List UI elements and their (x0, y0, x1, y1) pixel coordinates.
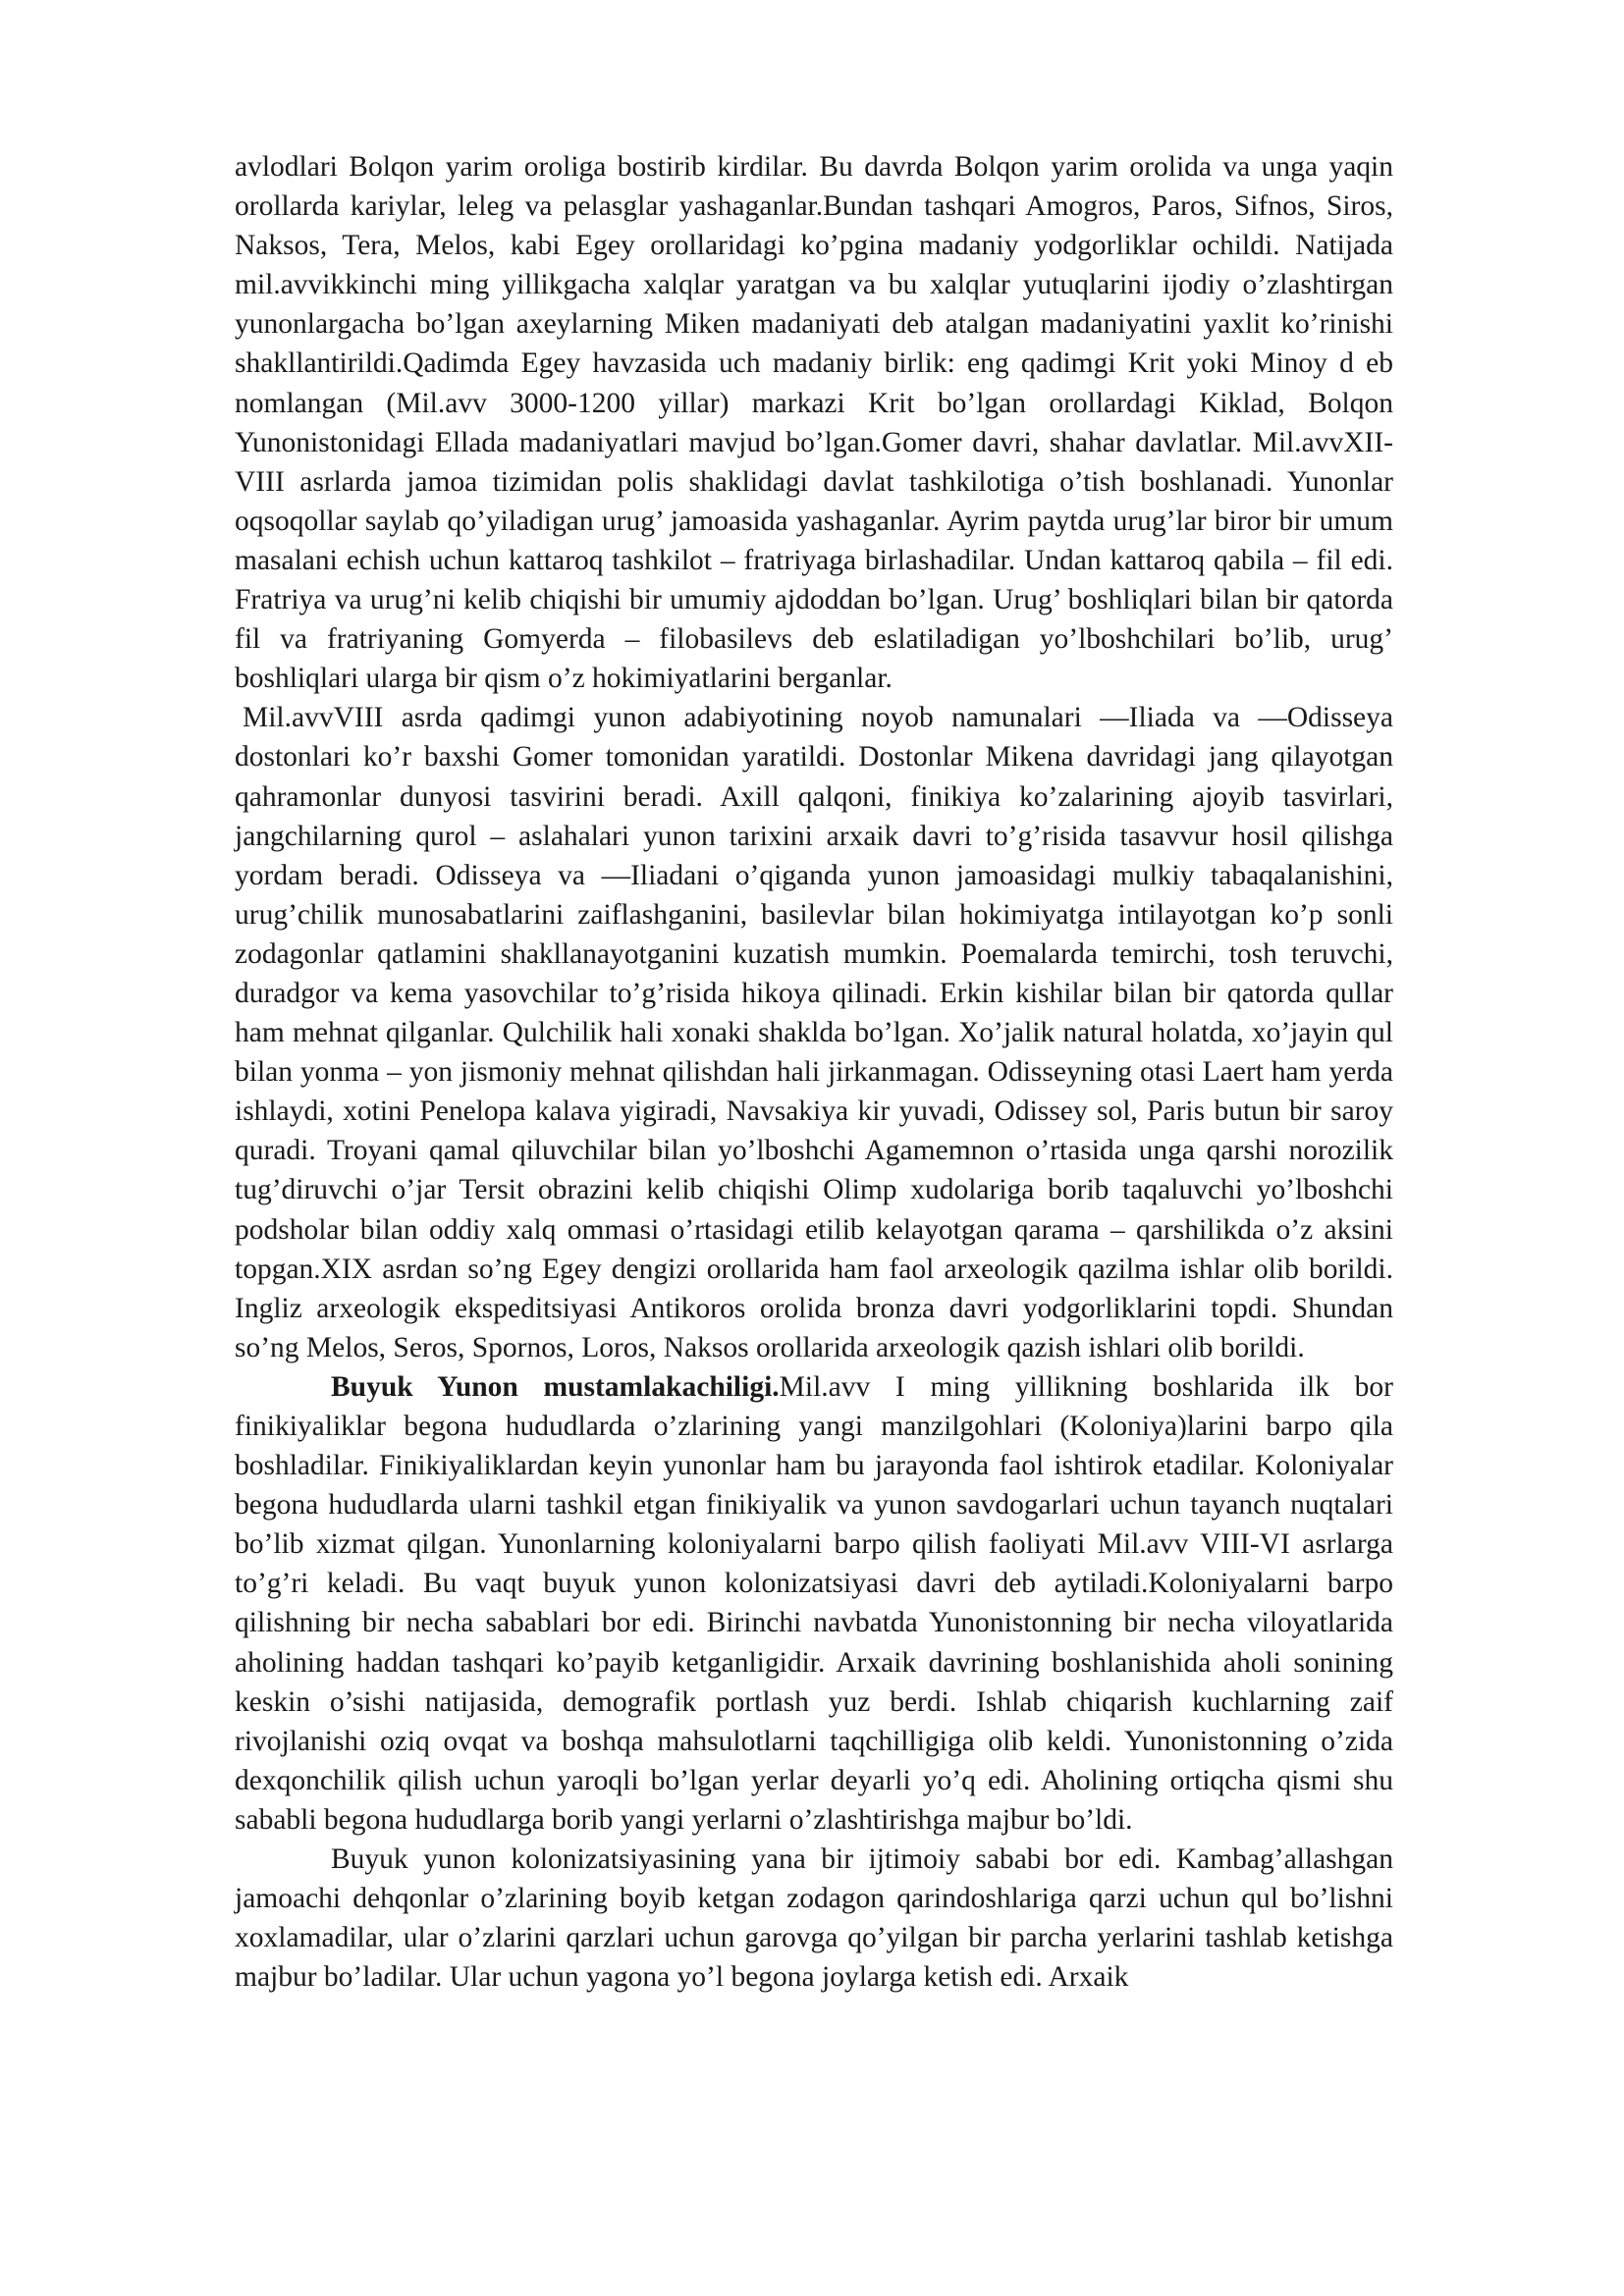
section-heading: Buyuk Yunon mustamlakachiligi. (331, 1370, 780, 1403)
paragraph-3 (235, 1367, 1393, 1840)
paragraph-4: Buyuk yunon kolonizatsiyasining yana bir ijtimoiy sababi bor edi. Kambag’allashgan jamoachi dehqonlar o’zlarining boyib ketgan zodagon qarindoshlariga qarzi uchun qul bo’lishni xoxlamadilar, ular o’zlarini qarzlari uchun garovga qo’yilgan bir parcha yerlarini tashlab ketishga majbur bo’ladilar. Ular uchun yagona yo’l begona joylarga ketish edi. Arxaik (235, 1843, 1393, 1994)
document-body (235, 147, 1393, 1997)
paragraph-1: avlodlari Bolqon yarim oroliga bostirib kirdilar. Bu davrda Bolqon yarim orolida va unga yaqin orollarda kariylar, leleg va pelasglar yashaganlar.Bundan tashqari Amogros, Paros, Sifnos, Siros, Naksos, Tera, Melos, kabi Egey orollaridagi ko’pgina madaniy yodgorliklar ochildi. Natijada mil.avvikkinchi ming yillikgacha xalqlar yaratgan va bu xalqlar yutuqlarini ijodiy o’zlashtirgan yunonlargacha bo’lgan axeylarning Miken madaniyati deb atalgan madaniyatini yaxlit ko’rinishi shakllantirildi.Qadimda Egey havzasida uch madaniy birlik: eng qadimgi Krit yoki Minoy d eb nomlangan (Mil.avv 3000-1200 yillar) markazi Krit bo’lgan orollardagi Kiklad, Bolqon Yunonistonidagi Ellada madaniyatlari mavjud bo’lgan.Gomer davri, shahar davlatlar. Mil.avvXII-VIII asrlarda jamoa tizimidan polis shaklidagi davlat tashkilotiga o’tish boshlanadi. Yunonlar oqsoqollar saylab qo’yiladigan urug’ jamoasida yashaganlar. Ayrim paytda urug’lar biror bir umum masalani echish uchun kattaroq tashkilot – fratriyaga birlashadilar. Undan kattaroq qabila – fil edi. Fratriya va urug’ni kelib chiqishi bir umumiy ajdoddan bo’lgan. Urug’ boshliqlari bilan bir qatorda fil va fratriyaning Gomyerda – filobasilevs deb eslatiladigan yo’lboshchilari bo’lib, urug’ boshliqlari ularga bir qism o’z hokimiyatlarini berganlar. (235, 151, 1393, 695)
paragraph-3-text: Mil.avv I ming yillikning boshlarida ilk bor finikiyaliklar begona hududlarda o’zlarining yangi manzilgohlari (Koloniya)larini barpo qila boshladilar. Finikiyaliklardan keyin yunonlar ham bu jarayonda faol ishtirok etadilar. Koloniyalar begona hududlarda ularni tashkil etgan finikiyalik va yunon savdogarlari uchun tayanch nuqtalari bo’lib xizmat qilgan. Yunonlarning koloniyalarni barpo qilish faoliyati Mil.avv VIII-VI asrlarga to’g’ri keladi. Bu vaqt buyuk yunon kolonizatsiyasi davri deb aytiladi.Koloniyalarni barpo qilishning bir necha sabablari bor edi. Birinchi navbatda Yunonistonning bir necha viloyatlarida aholining haddan tashqari ko’payib ketganligidir. Arxaik davrining boshlanishida aholi sonining keskin o’sishi natijasida, demografik portlash yuz berdi. Ishlab chiqarish kuchlarning zaif rivojlanishi oziq ovqat va boshqa mahsulotlarni taqchilligiga olib keldi. Yunonistonning o’zida dexqonchilik qilish uchun yaroqli bo’lgan yerlar deyarli yo’q edi. Aholining ortiqcha qismi shu sababli begona hududlarga borib yangi yerlarni o’zlashtirishga majbur bo’ldi. (235, 1370, 1393, 1836)
paragraph-2: Mil.avvVIII asrda qadimgi yunon adabiyotining noyob namunalari ―Iliada va ―Odisseya dostonlari ko’r baxshi Gomer tomonidan yaratildi. Dostonlar Mikena davridagi jang qilayotgan qahramonlar dunyosi tasvirini beradi. Axill qalqoni, finikiya ko’zalarining ajoyib tasvirlari, jangchilarning qurol – aslahalari yunon tarixini arxaik davri to’g’risida tasavvur hosil qilishga yordam beradi. Odisseya va ―Iliadani o’qiganda yunon jamoasidagi mulkiy tabaqalanishini, urug’chilik munosabatlarini zaiflashganini, basilevlar bilan hokimiyatga intilayotgan ko’p sonli zodagonlar qatlamini shakllanayotganini kuzatish mumkin. Poemalarda temirchi, tosh teruvchi, duradgor va kema yasovchilar to’g’risida hikoya qilinadi. Erkin kishilar bilan bir qatorda qullar ham mehnat qilganlar. Qulchilik hali xonaki shaklda bo’lgan. Xo’jalik natural holatda, xo’jayin qul bilan yonma – yon jismoniy mehnat qilishdan hali jirkanmagan. Odisseyning otasi Laert ham yerda ishlaydi, xotini Penelopa kalava yigiradi, Navsakiya kir yuvadi, Odissey sol, Paris butun bir saroy quradi. Troyani qamal qiluvchilar bilan yo’lboshchi Agamemnon o’rtasida unga qarshi norozilik tug’diruvchi o’jar Tersit obrazini kelib chiqishi Olimp xudolariga borib taqaluvchi yo’lboshchi podsholar bilan oddiy xalq ommasi o’rtasidagi etilib kelayotgan qarama – qarshilikda o’z aksini topgan.XIX asrdan so’ng Egey dengizi orollarida ham faol arxeologik qazilma ishlar olib borildi. Ingliz arxeologik ekspeditsiyasi Antikoros orolida bronza davri yodgorliklarini topdi. Shundan so’ng Melos, Seros, Spornos, Loros, Naksos orollarida arxeologik qazish ishlari olib borildi. (235, 702, 1393, 1363)
